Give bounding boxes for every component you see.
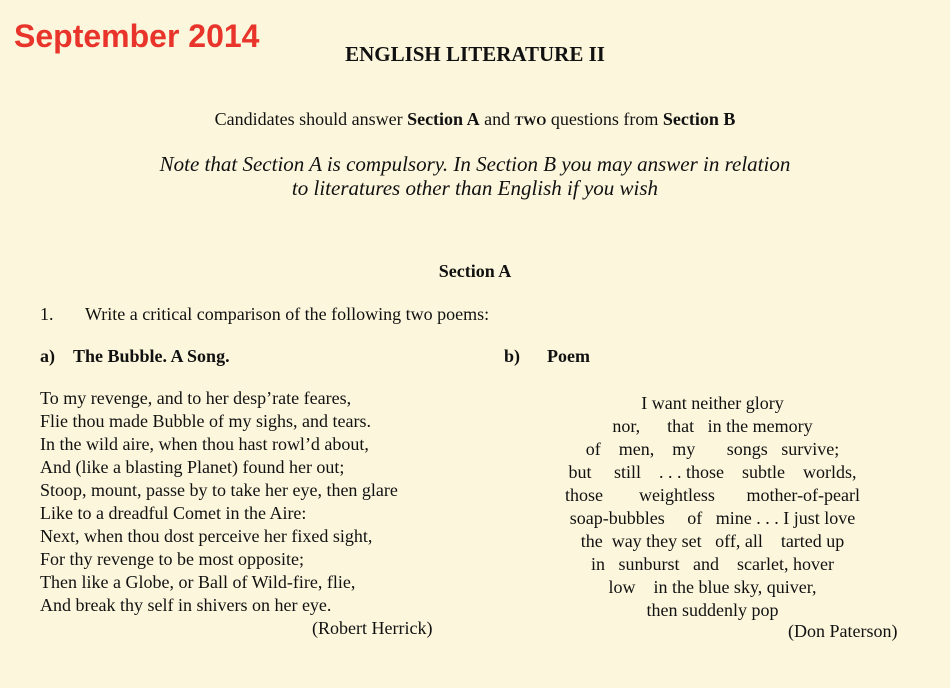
poem-b-heading	[504, 346, 590, 367]
poem-b-label: b)	[504, 346, 521, 366]
poem-line: those weightless mother-of-pearl	[564, 485, 861, 505]
instructions-text: questions from	[546, 109, 663, 129]
instructions-two: two	[514, 109, 547, 129]
poem-a-text	[40, 387, 398, 617]
poem-a-label: a)	[40, 346, 55, 366]
poem-line: soap-bubbles of mine . . . I just love	[569, 508, 856, 528]
poem-line: nor, that in the memory	[612, 416, 813, 436]
poem-line: To my revenge, and to her desp’rate feares,	[40, 388, 352, 408]
poem-line: in sunburst and scarlet, hover	[591, 554, 834, 574]
note-line: to literatures other than English if you wish	[291, 176, 659, 200]
poem-line: Like to a dreadful Comet in the Aire:	[40, 503, 307, 523]
poem-line: low in the blue sky, quiver,	[608, 577, 817, 597]
poem-a-author: (Robert Herrick)	[312, 618, 433, 638]
instructions	[0, 109, 950, 130]
poem-line: In the wild aire, when thou hast rowl’d about,	[40, 434, 369, 454]
instructions-text: Candidates should answer	[214, 109, 408, 129]
section-heading: Section A	[438, 261, 512, 281]
poem-line: For thy revenge to be most opposite;	[40, 549, 304, 569]
question-text: Write a critical comparison of the following two poems:	[85, 304, 490, 324]
poem-b-text	[500, 392, 925, 622]
poem-b-author: (Don Paterson)	[788, 621, 898, 641]
poem-line: Then like a Globe, or Ball of Wild-fire, flie,	[40, 572, 356, 592]
poem-line: but still . . . those subtle worlds,	[568, 462, 857, 482]
note-line: Note that Section A is compulsory. In Section B you may answer in relation	[159, 152, 791, 176]
poem-line: And (like a blasting Planet) found her out;	[40, 457, 345, 477]
instructions-section-b: Section B	[662, 109, 736, 129]
poem-line: of men, my songs survive;	[585, 439, 840, 459]
poem-b-title: Poem	[547, 346, 590, 366]
question	[40, 304, 489, 325]
compulsory-note	[0, 152, 950, 200]
poem-line: the way they set off, all tarted up	[580, 531, 845, 551]
page-title: ENGLISH LITERATURE II	[345, 42, 605, 66]
instructions-section-a: Section A	[407, 109, 480, 129]
poem-line: then suddenly pop	[646, 600, 779, 620]
date-stamp: September 2014	[14, 18, 260, 54]
poem-a-title: The Bubble. A Song.	[73, 346, 230, 366]
poem-a-heading	[40, 346, 230, 367]
poem-line: Stoop, mount, passe by to take her eye, then glare	[40, 480, 398, 500]
poem-line: Flie thou made Bubble of my sighs, and tears.	[40, 411, 371, 431]
poem-line: Next, when thou dost perceive her fixed sight,	[40, 526, 373, 546]
poem-line: And break thy self in shivers on her eye.	[40, 595, 332, 615]
question-number: 1.	[40, 304, 54, 324]
instructions-text: and	[479, 109, 515, 129]
poem-line: I want neither glory	[641, 393, 784, 413]
